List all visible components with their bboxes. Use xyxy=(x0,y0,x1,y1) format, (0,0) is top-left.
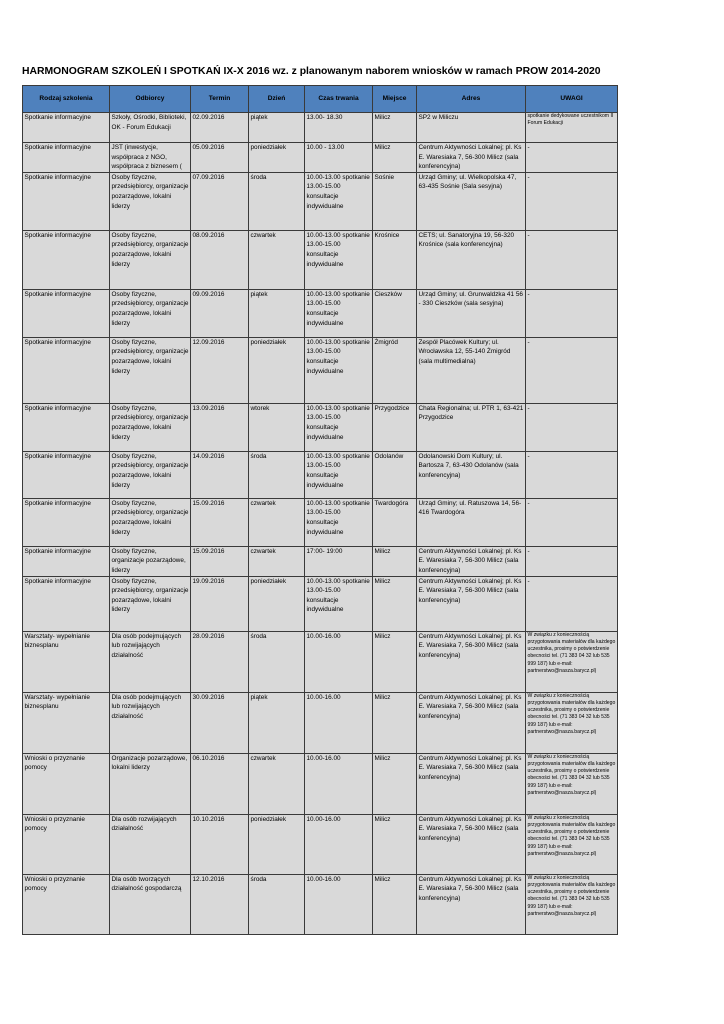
cell-adres: Centrum Aktywności Lokalnej; pl. Ks E. Waresiaka 7, 56-300 Milicz (sala konferencyjna) xyxy=(417,814,526,874)
cell-rodzaj: Spotkanie informacyjne xyxy=(23,576,110,631)
cell-dzien: piątek xyxy=(249,113,305,143)
column-header-uwagi: UWAGI xyxy=(526,86,618,113)
cell-termin: 05.09.2016 xyxy=(191,143,249,173)
cell-termin: 19.09.2016 xyxy=(191,576,249,631)
cell-rodzaj: Spotkanie informacyjne xyxy=(23,546,110,576)
cell-rodzaj: Spotkanie informacyjne xyxy=(23,403,110,451)
cell-termin: 13.09.2016 xyxy=(191,403,249,451)
table-row xyxy=(23,814,618,874)
cell-odbiorcy: Osoby fizyczne, przedsiębiorcy, organizacje pozarządowe, lokalni liderzy xyxy=(110,337,191,403)
cell-czas: 10.00-13.00 spotkanie 13.00-15.00 konsultacje indywidualne xyxy=(305,230,373,289)
cell-odbiorcy: Osoby fizyczne, przedsiębiorcy, organizacje pozarządowe, lokalni liderzy xyxy=(110,289,191,337)
table-row xyxy=(23,289,618,337)
cell-miejsce: Milicz xyxy=(373,874,417,934)
cell-miejsce: Milicz xyxy=(373,576,417,631)
cell-rodzaj: Spotkanie informacyjne xyxy=(23,337,110,403)
table-row xyxy=(23,498,618,546)
cell-miejsce: Żmigród xyxy=(373,337,417,403)
cell-termin: 30.09.2016 xyxy=(191,692,249,753)
cell-odbiorcy: Dla osób podejmujących lub rozwijających działalność xyxy=(110,692,191,753)
cell-miejsce: Milicz xyxy=(373,143,417,173)
cell-miejsce: Milicz xyxy=(373,692,417,753)
cell-odbiorcy: Osoby fizyczne, organizacje pozarządowe, liderzy xyxy=(110,546,191,576)
table-row xyxy=(23,451,618,498)
cell-dzien: poniedziałek xyxy=(249,143,305,173)
cell-miejsce: Odolanów xyxy=(373,451,417,498)
cell-uwagi: - xyxy=(526,498,618,546)
cell-miejsce: Przygodzice xyxy=(373,403,417,451)
cell-odbiorcy: Dla osób rozwijających działalność xyxy=(110,814,191,874)
cell-termin: 14.09.2016 xyxy=(191,451,249,498)
cell-uwagi: - xyxy=(526,337,618,403)
cell-rodzaj: Spotkanie informacyjne xyxy=(23,143,110,173)
column-header-miejsce: Miejsce xyxy=(373,86,417,113)
cell-czas: 10.00 - 13.00 xyxy=(305,143,373,173)
cell-dzien: poniedziałek xyxy=(249,576,305,631)
cell-dzien: czwartek xyxy=(249,753,305,814)
cell-termin: 08.09.2016 xyxy=(191,230,249,289)
cell-termin: 09.09.2016 xyxy=(191,289,249,337)
cell-rodzaj: Wnioski o przyznanie pomocy xyxy=(23,874,110,934)
column-header-czas: Czas trwania xyxy=(305,86,373,113)
column-header-adres: Adres xyxy=(417,86,526,113)
cell-czas: 10.00-13.00 spotkanie 13.00-15.00 konsultacje indywidualne xyxy=(305,498,373,546)
cell-czas: 10.00-13.00 spotkanie 13.00-15.00 konsultacje indywidualne xyxy=(305,576,373,631)
cell-czas: 10.00-13.00 spotkanie 13.00-15.00 konsultacje indywidualne xyxy=(305,172,373,230)
cell-adres: Urząd Gminy; ul. Wielkopolska 47, 63-435 Sośnie (Sala sesyjna) xyxy=(417,172,526,230)
cell-czas: 10.00-13.00 spotkanie 13.00-15.00 konsultacje indywidualne xyxy=(305,403,373,451)
cell-czas: 10.00-13.00 spotkanie 13.00-15.00 konsultacje indywidualne xyxy=(305,289,373,337)
cell-rodzaj: Spotkanie informacyjne xyxy=(23,230,110,289)
column-header-rodzaj: Rodzaj szkolenia xyxy=(23,86,110,113)
cell-adres: Centrum Aktywności Lokalnej; pl. Ks E. Waresiaka 7, 56-300 Milicz (sala konferencyjna) xyxy=(417,143,526,173)
cell-rodzaj: Spotkanie informacyjne xyxy=(23,498,110,546)
cell-uwagi: - xyxy=(526,576,618,631)
cell-adres: Urząd Gminy; ul. Grunwaldzka 41 56 - 330 Cieszków (sala sesyjna) xyxy=(417,289,526,337)
cell-dzien: środa xyxy=(249,172,305,230)
cell-adres: Centrum Aktywności Lokalnej; pl. Ks E. Waresiaka 7, 56-300 Milicz (sala konferencyjna) xyxy=(417,631,526,692)
cell-miejsce: Milicz xyxy=(373,753,417,814)
cell-termin: 15.09.2016 xyxy=(191,546,249,576)
cell-adres: Urząd Gminy; ul. Ratuszowa 14, 56-416 Twardogóra xyxy=(417,498,526,546)
cell-czas: 13.00- 18.30 xyxy=(305,113,373,143)
cell-termin: 12.10.2016 xyxy=(191,874,249,934)
cell-uwagi: - xyxy=(526,230,618,289)
cell-odbiorcy: Osoby fizyczne, przedsiębiorcy, organizacje pozarządowe, lokalni liderzy xyxy=(110,576,191,631)
column-header-dzien: Dzień xyxy=(249,86,305,113)
table-row xyxy=(23,113,618,143)
table-row xyxy=(23,692,618,753)
cell-dzien: czwartek xyxy=(249,546,305,576)
column-header-odbiorcy: Odbiorcy xyxy=(110,86,191,113)
cell-adres: SP2 w Miliczu xyxy=(417,113,526,143)
cell-czas: 10.00-13.00 spotkanie 13.00-15.00 konsultacje indywidualne xyxy=(305,451,373,498)
cell-uwagi: spotkanie dedykowane uczestnikom II Forum Edukacji xyxy=(526,113,618,143)
cell-adres: CETS; ul. Sanatoryjna 19, 56-320 Krośnice (sala konferencyjna) xyxy=(417,230,526,289)
cell-adres: Centrum Aktywności Lokalnej; pl. Ks E. Waresiaka 7, 56-300 Milicz (sala konferencyjna) xyxy=(417,692,526,753)
cell-dzien: piątek xyxy=(249,692,305,753)
cell-dzien: środa xyxy=(249,451,305,498)
cell-adres: Odolanowski Dom Kultury; ul. Bartosza 7, 63-430 Odolanów (sala konferencyjna) xyxy=(417,451,526,498)
cell-miejsce: Milicz xyxy=(373,814,417,874)
cell-miejsce: Milicz xyxy=(373,631,417,692)
cell-termin: 07.09.2016 xyxy=(191,172,249,230)
cell-termin: 10.10.2016 xyxy=(191,814,249,874)
cell-termin: 12.09.2016 xyxy=(191,337,249,403)
cell-odbiorcy: Szkoły, Ośrodki, Biblioteki, OK - Forum Edukacji xyxy=(110,113,191,143)
cell-odbiorcy: Osoby fizyczne, przedsiębiorcy, organizacje pozarządowe, lokalni liderzy xyxy=(110,451,191,498)
cell-odbiorcy: Dla osób tworzących działalność gospodarczą xyxy=(110,874,191,934)
cell-dzien: poniedziałek xyxy=(249,814,305,874)
table-row xyxy=(23,874,618,934)
cell-dzien: czwartek xyxy=(249,230,305,289)
cell-dzien: poniedziałek xyxy=(249,337,305,403)
table-row xyxy=(23,143,618,173)
document-title: HARMONOGRAM SZKOLEŃ I SPOTKAŃ IX-X 2016 wz. z planowanym naborem wniosków w ramach PROW 2014-2020 xyxy=(22,66,601,77)
cell-rodzaj: Warsztaty- wypełnianie biznesplanu xyxy=(23,631,110,692)
cell-czas: 17:00- 19:00 xyxy=(305,546,373,576)
cell-odbiorcy: Dla osób podejmujących lub rozwijających działalność xyxy=(110,631,191,692)
cell-miejsce: Cieszków xyxy=(373,289,417,337)
cell-uwagi: W związku z koniecznością przygotowania materiałów dla każdego uczestnika, prosimy o potwierdzenie obecności tel. (71 383 04 32 lub 535 999 187) lub e-mail: partnerstwo@nasza.barycz.pl) xyxy=(526,814,618,874)
cell-miejsce: Twardogóra xyxy=(373,498,417,546)
cell-adres: Centrum Aktywności Lokalnej; pl. Ks E. Waresiaka 7, 56-300 Milicz (sala konferencyjna) xyxy=(417,546,526,576)
cell-termin: 02.09.2016 xyxy=(191,113,249,143)
cell-odbiorcy: Osoby fizyczne, przedsiębiorcy, organizacje pozarządowe, lokalni liderzy xyxy=(110,498,191,546)
cell-odbiorcy: Organizacje pozarządowe, lokalni liderzy xyxy=(110,753,191,814)
table-row xyxy=(23,546,618,576)
cell-czas: 10.00-16.00 xyxy=(305,753,373,814)
cell-uwagi: W związku z koniecznością przygotowania materiałów dla każdego uczestnika, prosimy o potwierdzenie obecności tel. (71 383 04 32 lub 535 999 187) lub e-mail: partnerstwo@nasza.barycz.pl) xyxy=(526,692,618,753)
cell-rodzaj: Warsztaty- wypełnianie biznesplanu xyxy=(23,692,110,753)
cell-adres: Centrum Aktywności Lokalnej; pl. Ks E. Waresiaka 7, 56-300 Milicz (sala konferencyjna) xyxy=(417,753,526,814)
table-row xyxy=(23,631,618,692)
cell-czas: 10.00-16.00 xyxy=(305,631,373,692)
cell-rodzaj: Wnioski o przyznanie pomocy xyxy=(23,814,110,874)
cell-uwagi: W związku z koniecznością przygotowania materiałów dla każdego uczestnika, prosimy o potwierdzenie obecności tel. (71 383 04 32 lub 535 999 187) lub e-mail: partnerstwo@nasza.barycz.pl) xyxy=(526,874,618,934)
table-row xyxy=(23,172,618,230)
cell-adres: Zespół Placówek Kultury; ul. Wrocławska 12, 55-140 Żmigród (sala multimedialna) xyxy=(417,337,526,403)
cell-rodzaj: Spotkanie informacyjne xyxy=(23,172,110,230)
cell-adres: Centrum Aktywności Lokalnej; pl. Ks E. Waresiaka 7, 56-300 Milicz (sala konferencyjna) xyxy=(417,874,526,934)
cell-adres: Centrum Aktywności Lokalnej; pl. Ks E. Waresiaka 7, 56-300 Milicz (sala konferencyjna) xyxy=(417,576,526,631)
cell-dzien: środa xyxy=(249,874,305,934)
cell-termin: 06.10.2016 xyxy=(191,753,249,814)
cell-dzien: środa xyxy=(249,631,305,692)
cell-czas: 10.00-16.00 xyxy=(305,874,373,934)
table-row xyxy=(23,403,618,451)
cell-dzien: piątek xyxy=(249,289,305,337)
cell-uwagi: W związku z koniecznością przygotowania materiałów dla każdego uczestnika, prosimy o potwierdzenie obecności tel. (71 383 04 32 lub 535 999 187) lub e-mail: partnerstwo@nasza.barycz.pl) xyxy=(526,753,618,814)
cell-rodzaj: Spotkanie informacyjne xyxy=(23,451,110,498)
cell-uwagi: - xyxy=(526,403,618,451)
cell-rodzaj: Spotkanie informacyjne xyxy=(23,113,110,143)
cell-termin: 15.09.2016 xyxy=(191,498,249,546)
cell-czas: 10.00-16.00 xyxy=(305,814,373,874)
cell-adres: Chata Regionalna; ul. PTR 1, 63-421 Przygodzice xyxy=(417,403,526,451)
cell-odbiorcy: Osoby fizyczne, przedsiębiorcy, organizacje pozarządowe, lokalni liderzy xyxy=(110,172,191,230)
cell-miejsce: Milicz xyxy=(373,113,417,143)
cell-odbiorcy: JST (inwestycje, współpraca z NGO, współpraca z biznesem ( xyxy=(110,143,191,173)
table-header-row xyxy=(23,86,618,113)
table-row xyxy=(23,753,618,814)
cell-dzien: wtorek xyxy=(249,403,305,451)
table-row xyxy=(23,576,618,631)
cell-rodzaj: Spotkanie informacyjne xyxy=(23,289,110,337)
cell-czas: 10.00-16.00 xyxy=(305,692,373,753)
table-row xyxy=(23,230,618,289)
cell-uwagi: - xyxy=(526,289,618,337)
cell-czas: 10.00-13.00 spotkanie 13.00-15.00 konsultacje indywidualne xyxy=(305,337,373,403)
schedule-table xyxy=(22,85,618,935)
cell-uwagi: - xyxy=(526,143,618,173)
cell-miejsce: Sośnie xyxy=(373,172,417,230)
cell-termin: 28.09.2016 xyxy=(191,631,249,692)
cell-miejsce: Milicz xyxy=(373,546,417,576)
cell-uwagi: W związku z koniecznością przygotowania materiałów dla każdego uczestnika, prosimy o potwierdzenie obecności tel. (71 383 04 32 lub 535 999 187) lub e-mail: partnerstwo@nasza.barycz.pl) xyxy=(526,631,618,692)
cell-dzien: czwartek xyxy=(249,498,305,546)
table-row xyxy=(23,337,618,403)
cell-miejsce: Krośnice xyxy=(373,230,417,289)
column-header-termin: Termin xyxy=(191,86,249,113)
cell-rodzaj: Wnioski o przyznanie pomocy xyxy=(23,753,110,814)
cell-uwagi: - xyxy=(526,451,618,498)
cell-odbiorcy: Osoby fizyczne, przedsiębiorcy, organizacje pozarządowe, lokalni liderzy xyxy=(110,403,191,451)
cell-uwagi: - xyxy=(526,172,618,230)
cell-odbiorcy: Osoby fizyczne, przedsiębiorcy, organizacje pozarządowe, lokalni liderzy xyxy=(110,230,191,289)
cell-uwagi: - xyxy=(526,546,618,576)
